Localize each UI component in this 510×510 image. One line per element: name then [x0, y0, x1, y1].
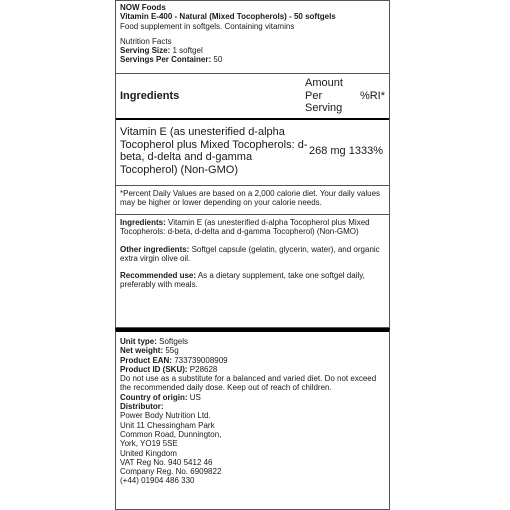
- table-row: [116, 120, 389, 176]
- other-ingredients-paragraph: Other ingredients: Softgel capsule (gelatin, glycerin, water), and organic extra virgin olive oil.: [120, 244, 380, 263]
- table-header: [116, 74, 389, 120]
- distributor-line: VAT Reg No. 940 5412 46: [120, 457, 213, 467]
- distributor-line: Power Body Nutrition Ltd.: [120, 411, 211, 421]
- distributor-line: York, YO19 5SE: [120, 439, 178, 449]
- product-description: Food supplement in softgels. Containing vitamins: [120, 21, 295, 31]
- column-header-ri: %RI*: [359, 90, 385, 102]
- recommended-use-paragraph: Recommended use: As a dietary supplement, take one softgel daily, preferably with meals.: [120, 271, 365, 290]
- distributor-address: [120, 411, 385, 485]
- ingredient-amount-ri: 268 mg 1333%: [308, 145, 383, 157]
- daily-values-footnote: [115, 186, 390, 215]
- product-info-panel: [115, 328, 390, 510]
- distributor-line: Common Road, Dunnington,: [120, 429, 222, 439]
- country-of-origin: Country of origin: US: [120, 392, 201, 402]
- distributor-line: Company Reg. No. 6909822: [120, 467, 222, 477]
- column-header-amount: Amount Per Serving: [305, 77, 343, 115]
- distributor-label: Distributor:: [120, 402, 164, 412]
- product-sku: Product ID (SKU): P28628: [120, 364, 218, 374]
- product-header-panel: [115, 0, 390, 74]
- unit-type: Unit type: Softgels: [120, 337, 189, 346]
- distributor-line: United Kingdom: [120, 448, 177, 458]
- ingredients-paragraph: Ingredients: Vitamin E (as unesterified d-alpha Tocopherol plus Mixed Tocopherols: d-beta, d-delta and d-gamma Tocopherol) (Non-GMO): [120, 218, 370, 237]
- distributor-line: (+44) 01904 486 330: [120, 476, 195, 486]
- warning-text: Do not use as a substitute for a balanced and varied diet. Do not exceed the recommended daily dose. Keep out of reach of children.: [120, 374, 377, 393]
- servings-per-container: Servings Per Container: 50: [120, 55, 223, 65]
- ingredients-details-panel: [115, 215, 390, 328]
- nutrition-facts-title: Nutrition Facts: [120, 36, 172, 46]
- brand-name: NOW Foods: [120, 3, 166, 12]
- column-header-ingredients: Ingredients: [120, 90, 180, 102]
- product-name: Vitamin E-400 - Natural (Mixed Tocopherols) - 50 softgels: [120, 12, 336, 22]
- product-ean: Product EAN: 733739008909: [120, 355, 228, 365]
- serving-size: Serving Size: 1 softgel: [120, 46, 203, 56]
- distributor-line: Unit 11 Chessingham Park: [120, 420, 215, 430]
- net-weight: Net weight: 55g: [120, 346, 179, 356]
- nutrition-table: [115, 74, 390, 186]
- ingredient-name: Vitamin E (as unesterified d-alpha Tocopherol plus Mixed Tocopherols: d-beta, d-delta and d-gamma Tocopherol) (Non-GMO): [120, 126, 308, 176]
- footnote-text: *Percent Daily Values are based on a 2,000 calorie diet. Your daily values may be higher or lower depending on your calorie needs.: [120, 189, 381, 208]
